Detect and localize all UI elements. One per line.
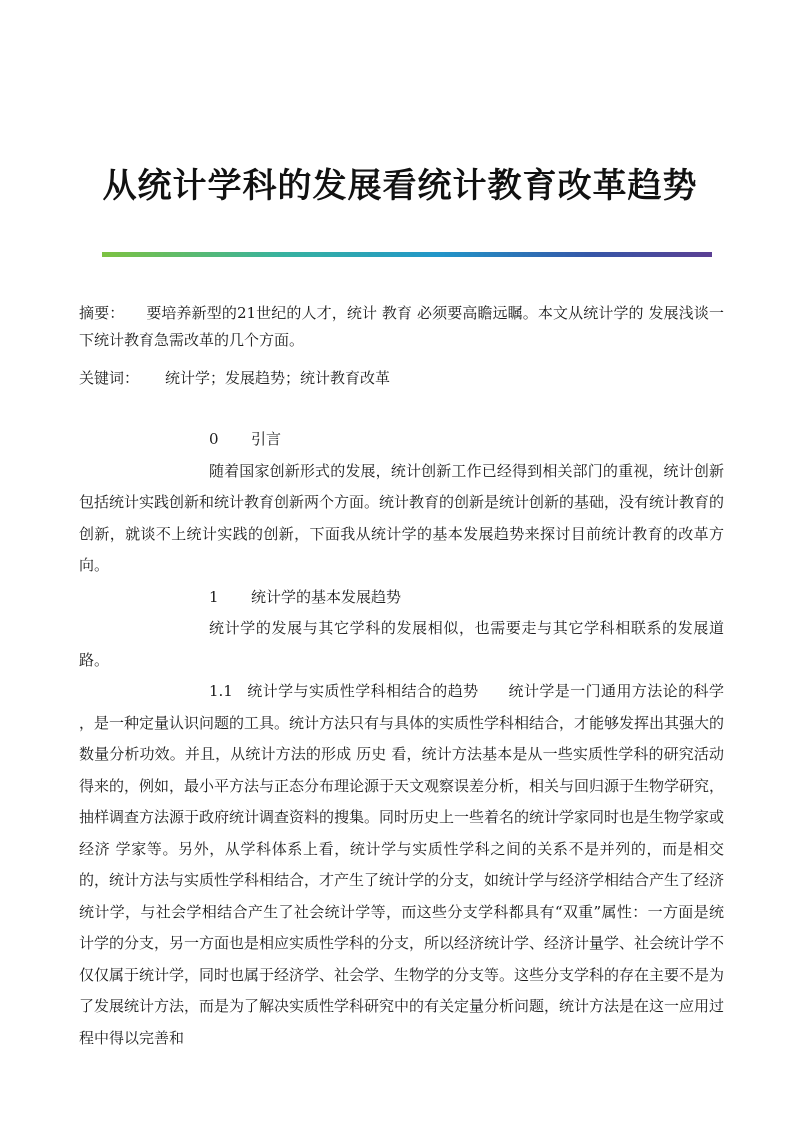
section-title: 统计学的基本发展趋势 xyxy=(251,587,402,606)
section-0-paragraph: 随着国家创新形式的发展，统计创新工作已经得到相关部门的重视，统计创新包括统计实践创新和统计教育创新两个方面。统计教育的创新是统计创新的基础，没有统计教育的创新，就谈不上统计实践的创新，下面我从统计学的基本发展趋势来探讨目前统计教育的改革方向。 xyxy=(79,461,725,574)
document-body xyxy=(79,424,724,1054)
section-heading-0 xyxy=(79,424,724,456)
keywords-text: 统计学；发展趋势；统计教育改革 xyxy=(165,369,391,387)
abstract xyxy=(79,300,724,354)
keywords-label: 关键词： xyxy=(79,369,140,387)
section-number: 0 xyxy=(209,430,219,448)
keywords xyxy=(79,365,724,392)
section-heading-1 xyxy=(79,582,724,614)
subsection-title: 统计学与实质性学科相结合的趋势 xyxy=(246,682,479,700)
section-1-paragraph: 统计学的发展与其它学科的发展相似，也需要走与其它学科相联系的发展道路。 xyxy=(79,619,724,669)
document-title: 从统计学科的发展看统计教育改革趋势 xyxy=(102,166,698,206)
section-number: 1 xyxy=(209,587,219,606)
abstract-label: 摘要： xyxy=(79,304,125,322)
title-divider xyxy=(102,252,712,257)
subsection-text: 统计学是一门通用方法论的科学 ，是一种定量认识问题的工具。统计方法只有与具体的实质性学科相结合，才能够发挥出其强大的数量分析功效。并且，从统计方法的形成 历史 看，统计方法基本是从一些实质性学科的研究活动得来的，例如，最小平方法与正态分布理论源于天文观察误差分析，相关与回归源于生物学研究，抽样调查方法源于政府统计调查资料的搜集。同时历史上一些着名的统计学家同时也是生物学家或 经济 学家等。另外，从学科体系上看，统计学与实质性学科之间的关系不是并列的，而是相交的，统计方法与实质性学科相结合，才产生了统计学的分支，如统计学与经济学相结合产生了经济统计学，与社会学相结合产生了社会统计学等，而这些分支学科都具有“双重”属性：一方面是统计学的分支，另一方面也是相应实质性学科的分支，所以经济统计学、经济计量学、社会统计学不仅仅属于统计学，同时也属于经济学、社会学、生物学的分支等。这些分支学科的存在主要不是为了发展统计方法，而是为了解决实质性学科研究中的有关定量分析问题，统计方法是在这一应用过程中得以完善和 xyxy=(79,682,725,1047)
section-title: 引言 xyxy=(251,430,282,448)
abstract-text: 要培养新型的21世纪的人才，统计 教育 必须要高瞻远瞩。本文从统计学的 发展浅谈一下统计教育急需改革的几个方面。 xyxy=(79,304,724,349)
subsection-number: 1.1 xyxy=(209,682,233,700)
section-1-1-paragraph xyxy=(79,676,724,1054)
